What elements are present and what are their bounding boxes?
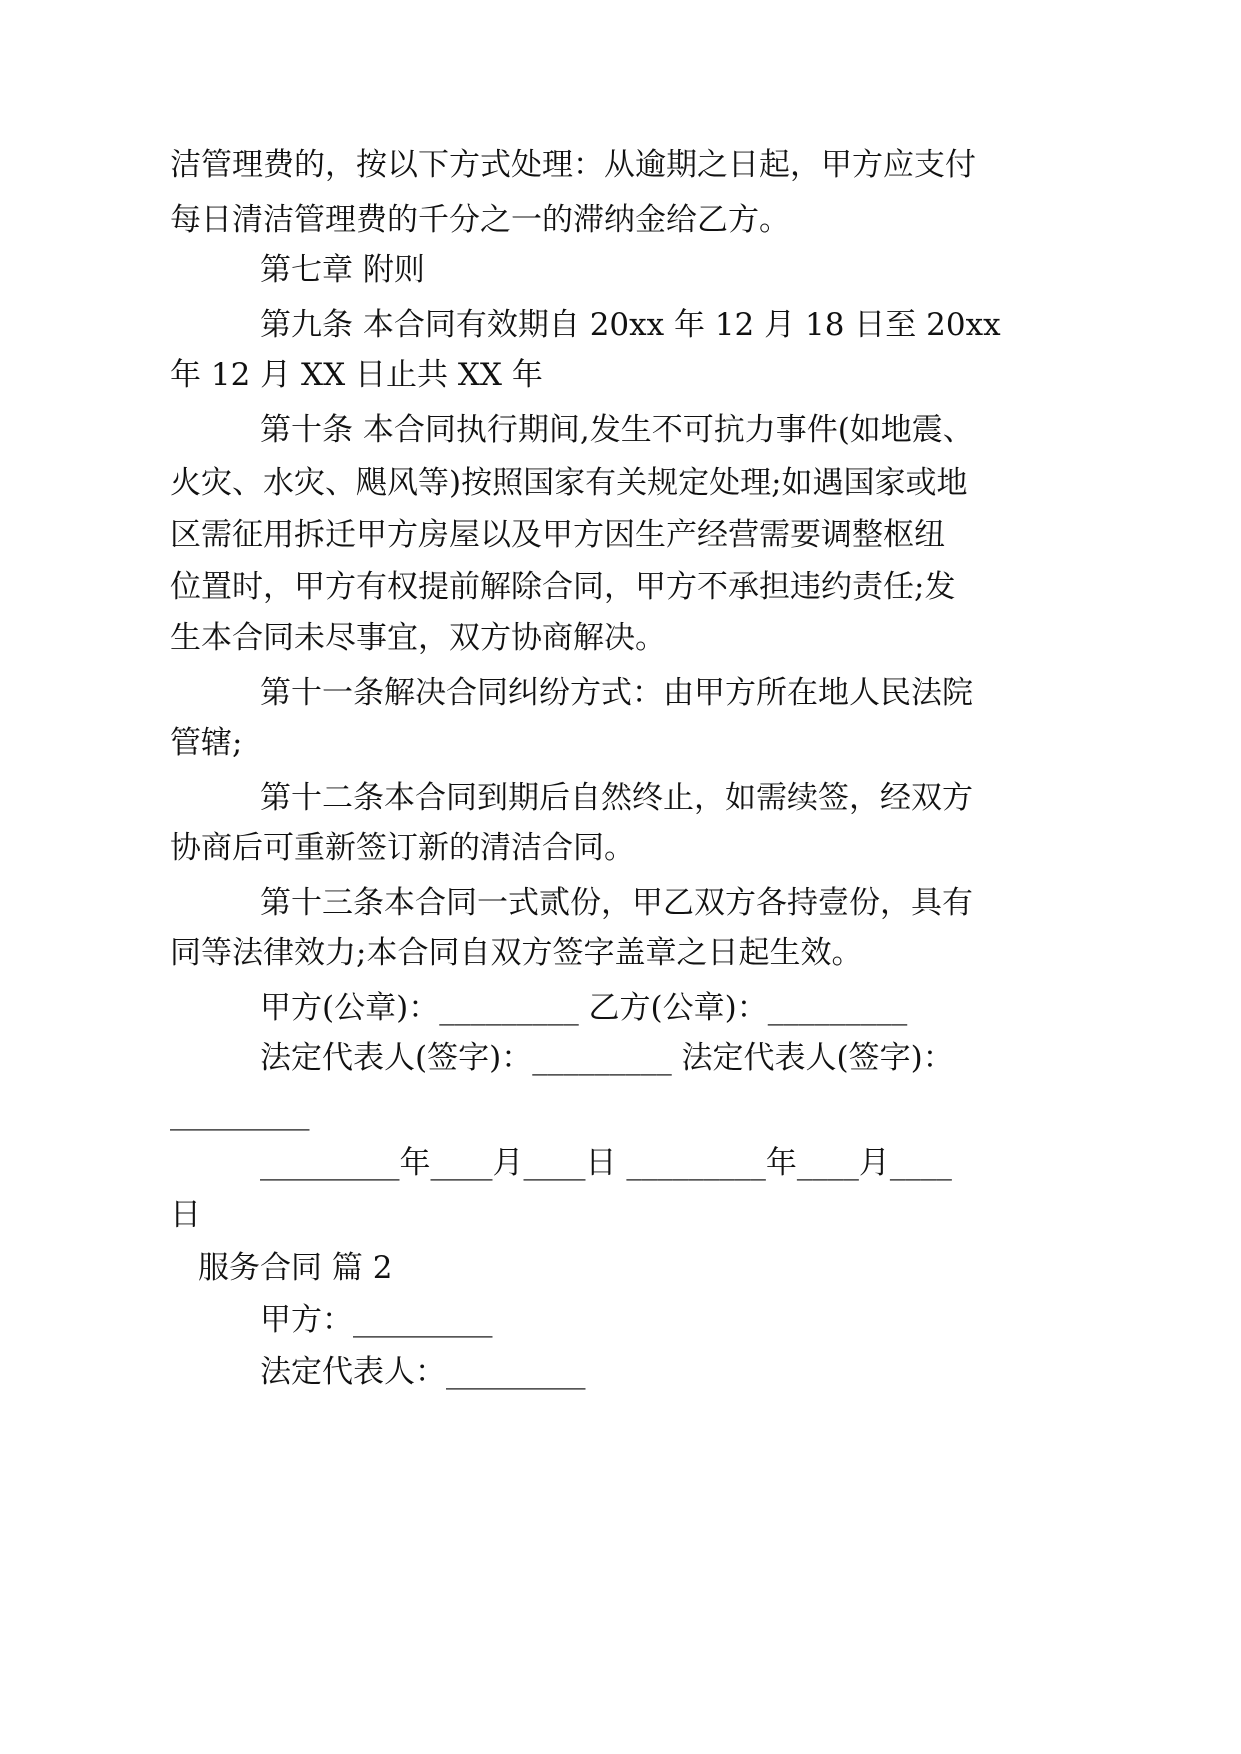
text-line: 第十条 本合同执行期间,发生不可抗力事件(如地震、 (260, 412, 974, 448)
party-line: 法定代表人：_________ (260, 1354, 586, 1390)
signature-line: 法定代表人(签字)：_________ 法定代表人(签字)： (260, 1040, 954, 1076)
party-line: 甲方：_________ (260, 1302, 493, 1338)
signature-line: 甲方(公章)：_________ 乙方(公章)：_________ (260, 990, 908, 1026)
text-line: 生本合同未尽事宜，双方协商解决。 (170, 620, 666, 656)
text-line: 每日清洁管理费的千分之一的滞纳金给乙方。 (170, 202, 790, 238)
text-line: 火灾、水灾、飓风等)按照国家有关规定处理;如遇国家或地 (170, 465, 968, 501)
text-line: 管辖; (170, 725, 243, 761)
chapter-heading: 第七章 附则 (260, 252, 425, 288)
date-line: _________年____月____日 _________年____月____ (260, 1145, 952, 1181)
text-line: 第十三条本合同一式贰份，甲乙双方各持壹份，具有 (260, 885, 973, 921)
text-line: 位置时，甲方有权提前解除合同，甲方不承担违约责任;发 (170, 569, 956, 605)
text-line: 第十一条解决合同纠纷方式：由甲方所在地人民法院 (260, 675, 973, 711)
signature-line: _________ (170, 1095, 310, 1131)
text-line: 区需征用拆迁甲方房屋以及甲方因生产经营需要调整枢纽 (170, 517, 945, 553)
text-line: 同等法律效力;本合同自双方签字盖章之日起生效。 (170, 935, 863, 971)
text-line: 第九条 本合同有效期自 20xx 年 12 月 18 日至 20xx (260, 307, 1001, 343)
text-line: 第十二条本合同到期后自然终止，如需续签，经双方 (260, 780, 973, 816)
text-line: 年 12 月 XX 日止共 XX 年 (170, 357, 543, 393)
section-heading: 服务合同 篇 2 (198, 1250, 393, 1286)
text-line: 协商后可重新签订新的清洁合同。 (170, 830, 635, 866)
date-line: 日 (170, 1197, 201, 1233)
text-line: 洁管理费的，按以下方式处理：从逾期之日起，甲方应支付 (170, 147, 976, 183)
